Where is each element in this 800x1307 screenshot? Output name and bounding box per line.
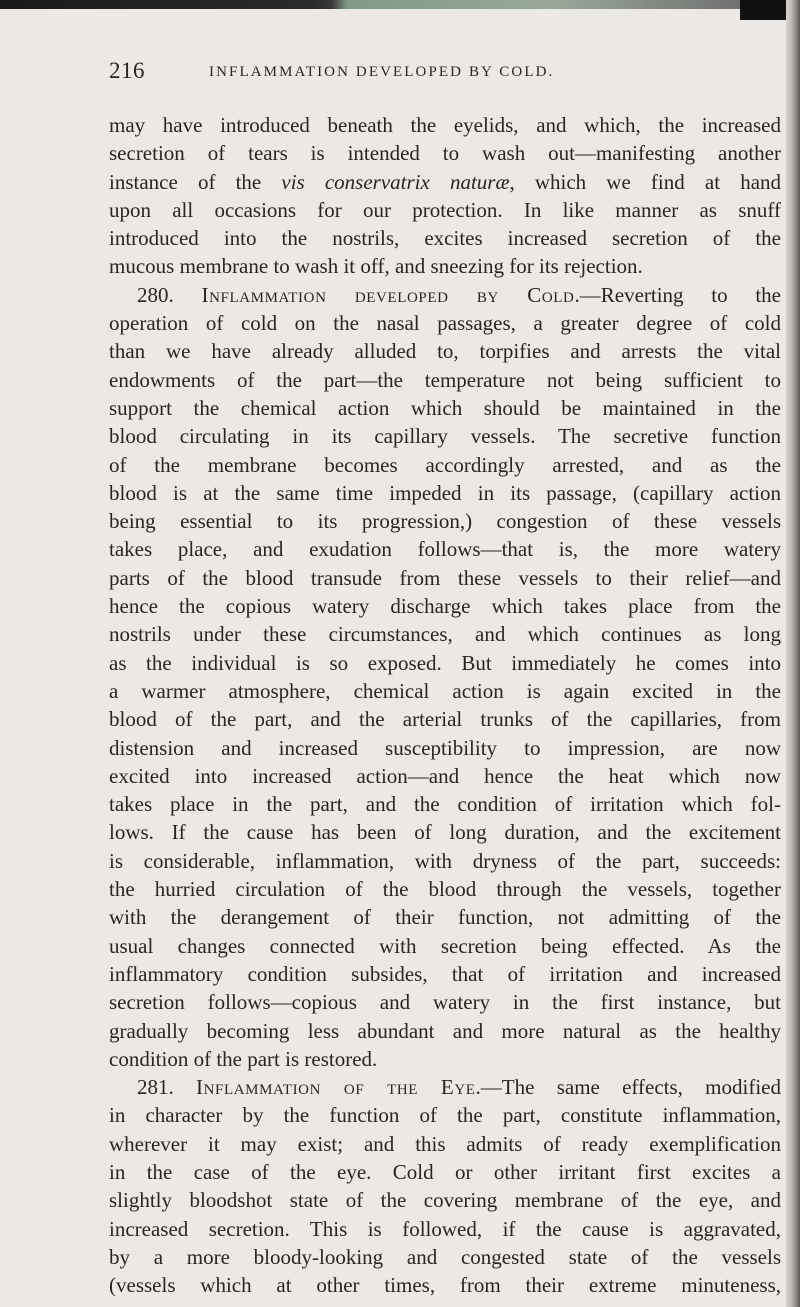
text-line: introduced into the nostrils, excites increased secretion of the [109, 226, 781, 251]
text-line: is considerable, inflammation, with dryness of the part, succeeds: [109, 848, 781, 873]
text-line: takes place, and exudation follows—that is, the more watery [109, 537, 781, 562]
text-line: instance of the vis conservatrix naturæ, which we find at hand [109, 169, 782, 194]
text-line: usual changes connected with secretion being effected. As the [109, 933, 781, 958]
text-line: may have introduced beneath the eyelids, and which, the increased [109, 113, 781, 137]
text-line: mucous membrane to wash it off, and sneezing for its rejection. [109, 254, 643, 279]
text-line: being essential to its progression,) congestion of these vessels [109, 509, 781, 534]
text-line: excited into increased action—and hence the heat which now [109, 763, 781, 788]
text-line: secretion of tears is intended to wash out—manifesting another [109, 141, 781, 166]
text-line: operation of cold on the nasal passages, a greater degree of cold [109, 311, 781, 336]
text-line: takes place in the part, and the condition of irritation which fol- [109, 792, 781, 817]
text-line: blood is at the same time impeded in its passage, (capillary action [109, 480, 781, 505]
text-line: blood circulating in its capillary vessels. The secretive function [109, 424, 781, 449]
page-number: 216 [109, 58, 145, 83]
text-line: lows. If the cause has been of long duration, and the excitement [109, 820, 781, 845]
scan-top-corner [740, 0, 790, 20]
text-line: slightly bloodshot state of the covering membrane of the eye, and [109, 1188, 781, 1213]
text-line: as the individual is so exposed. But immediately he comes into [109, 650, 781, 675]
text-line: increased secretion. This is followed, if the cause is aggravated, [109, 1216, 781, 1241]
text-line: wherever it may exist; and this admits of ready exemplification [109, 1131, 781, 1156]
text-line: support the chemical action which should be maintained in the [109, 395, 781, 420]
scan-top-edge [0, 0, 790, 9]
text-line: parts of the blood transude from these vessels to their relief—and [109, 565, 781, 590]
text-line: endowments of the part—the temperature not being sufficient to [109, 367, 781, 392]
text-line: condition of the part is restored. [109, 1046, 378, 1071]
text-line: in the case of the eye. Cold or other irritant first excites a [109, 1159, 781, 1184]
text-line: secretion follows—copious and watery in the first instance, but [109, 990, 781, 1015]
running-head: INFLAMMATION DEVELOPED BY COLD. [209, 64, 555, 80]
page-header [109, 58, 781, 88]
text-line: gradually becoming less abundant and more natural as the healthy [109, 1018, 781, 1043]
text-line: inflammatory condition subsides, that of irritation and increased [109, 961, 781, 986]
text-line: in character by the function of the part, constitute inflammation, [109, 1103, 781, 1128]
section-heading-line-280: 280. Inflammation developed by Cold.—Reverting to the [137, 282, 782, 307]
scan-right-edge [786, 0, 800, 1307]
section-heading-line-281: 281. Inflammation of the Eye.—The same effects, modified [137, 1075, 781, 1100]
text-line: blood of the part, and the arterial trunks of the capillaries, from [109, 707, 781, 732]
text-line: of the membrane becomes accordingly arrested, and as the [109, 452, 781, 477]
text-line: with the derangement of their function, not admitting of the [109, 905, 781, 930]
text-line: by a more bloody-looking and congested state of the vessels [109, 1244, 781, 1269]
text-line: than we have already alluded to, torpifies and arrests the vital [109, 339, 781, 364]
text-line: upon all occasions for our protection. In like manner as snuff [109, 197, 781, 222]
text-line: the hurried circulation of the blood through the vessels, together [109, 877, 781, 902]
text-line: a warmer atmosphere, chemical action is again excited in the [109, 678, 781, 703]
text-line: hence the copious watery discharge which takes place from the [109, 594, 781, 619]
text-line: (vessels which at other times, from their extreme minuteness, [109, 1273, 781, 1298]
text-line: distension and increased susceptibility to impression, are now [109, 735, 781, 760]
body-text [109, 111, 781, 1299]
text-line: nostrils under these circumstances, and which continues as long [109, 622, 781, 647]
